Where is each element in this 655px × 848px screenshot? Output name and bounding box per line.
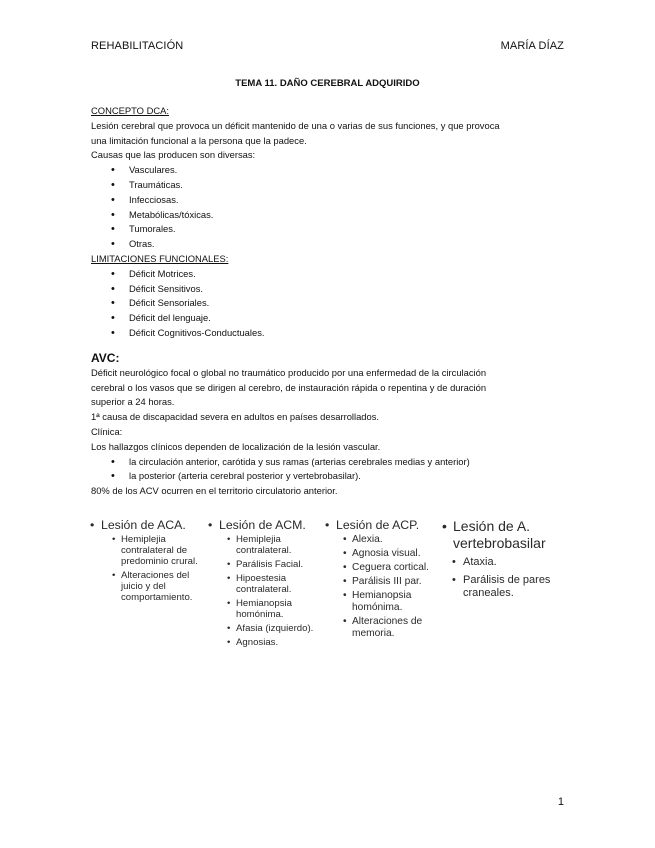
avc-def-1: Déficit neurológico focal o global no traumático producido por una enfermedad de la circulación (91, 366, 487, 378)
list-item: • Metabólicas/tóxicas. (91, 208, 561, 223)
header-right: MARÍA DÍAZ (500, 40, 564, 52)
limitaciones-heading: LIMITACIONES FUNCIONALES: (91, 252, 229, 264)
avc-porcentaje: 80% de los ACV ocurren en el territorio circulatorio anterior. (91, 485, 338, 497)
avc-heading: AVC: (91, 350, 120, 365)
list-item: • Ataxia. (452, 556, 552, 569)
list-item: • Déficit Motrices. (91, 267, 561, 282)
lesion-vertebrobasilar-column (442, 518, 552, 605)
lesion-acm-title: • Lesión de ACM. (208, 518, 320, 532)
avc-hallazgos: Los hallazgos clínicos dependen de localización de la lesión vascular. (91, 440, 381, 452)
list-item: • Alexia. (343, 534, 437, 546)
limitaciones-list (91, 267, 561, 341)
list-item: • Ceguera cortical. (343, 562, 437, 574)
lesion-aca-title: • Lesión de ACA. (90, 518, 208, 532)
list-item: • Parálisis Facial. (227, 559, 320, 570)
lesion-acm-list (227, 534, 320, 648)
causas-intro: Causas que las producen son diversas: (91, 149, 256, 161)
concepto-heading: CONCEPTO DCA: (91, 105, 169, 116)
list-item: • Alteraciones de memoria. (343, 616, 437, 640)
avc-def-3: superior a 24 horas. (91, 396, 175, 408)
page-number: 1 (557, 796, 564, 808)
header-left: REHABILITACIÓN (91, 40, 184, 52)
list-item: • Otras. (91, 237, 561, 252)
causas-list (91, 163, 561, 252)
concepto-line-2: una limitación funcional a la persona que la padece. (91, 134, 307, 146)
lesion-vertebrobasilar-list (452, 556, 552, 600)
list-item: • Alteraciones del juicio y del comportamiento. (112, 570, 208, 603)
lesion-vertebrobasilar-title: • Lesión de A. vertebrobasilar (442, 518, 552, 552)
list-item: • Hemianopsia homónima. (227, 598, 320, 620)
list-item: • Traumáticas. (91, 178, 561, 193)
circulacion-list (91, 455, 561, 485)
lesion-acp-column (325, 518, 437, 642)
list-item: • Agnosias. (227, 637, 320, 648)
document-title: TEMA 11. DAÑO CEREBRAL ADQUIRIDO (235, 78, 420, 89)
document-body (91, 104, 561, 499)
list-item: • Déficit Sensitivos. (91, 282, 561, 297)
list-item: • Hemiplejia contralateral. (227, 534, 320, 556)
lesion-acp-list (343, 534, 437, 640)
lesiones-figure (90, 518, 551, 678)
list-item: • Parálisis III par. (343, 576, 437, 588)
list-item: • Déficit del lenguaje. (91, 311, 561, 326)
avc-causa: 1ª causa de discapacidad severa en adultos en países desarrollados. (91, 411, 380, 423)
list-item: • Infecciosas. (91, 193, 561, 208)
list-item: • Agnosia visual. (343, 548, 437, 560)
list-item: • Tumorales. (91, 222, 561, 237)
list-item: • la posterior (arteria cerebral posterior y vertebrobasilar). (91, 469, 561, 484)
list-item: • Hemiplejia contralateral de predominio crural. (112, 534, 208, 567)
avc-clinica: Clínica: (91, 425, 123, 437)
lesion-acm-column (208, 518, 320, 651)
list-item: • Hemianopsia homónima. (343, 590, 437, 614)
list-item: • Afasia (izquierdo). (227, 623, 320, 634)
list-item: • Parálisis de pares craneales. (452, 574, 552, 600)
list-item: • la circulación anterior, carótida y sus ramas (arterias cerebrales medias y anterior) (91, 455, 561, 470)
lesion-acp-title: • Lesión de ACP. (325, 518, 437, 532)
list-item: • Déficit Sensoriales. (91, 296, 561, 311)
list-item: • Hipoestesia contralateral. (227, 573, 320, 595)
list-item: • Déficit Cognitivos-Conductuales. (91, 326, 561, 341)
lesion-aca-column (90, 518, 208, 606)
concepto-line-1: Lesión cerebral que provoca un déficit mantenido de una o varias de sus funciones, y que provoca (91, 119, 500, 131)
lesion-aca-list (112, 534, 208, 603)
list-item: • Vasculares. (91, 163, 561, 178)
avc-def-2: cerebral o los vasos que se dirigen al cerebro, de instauración rápida o repentina y de duración (91, 381, 487, 393)
